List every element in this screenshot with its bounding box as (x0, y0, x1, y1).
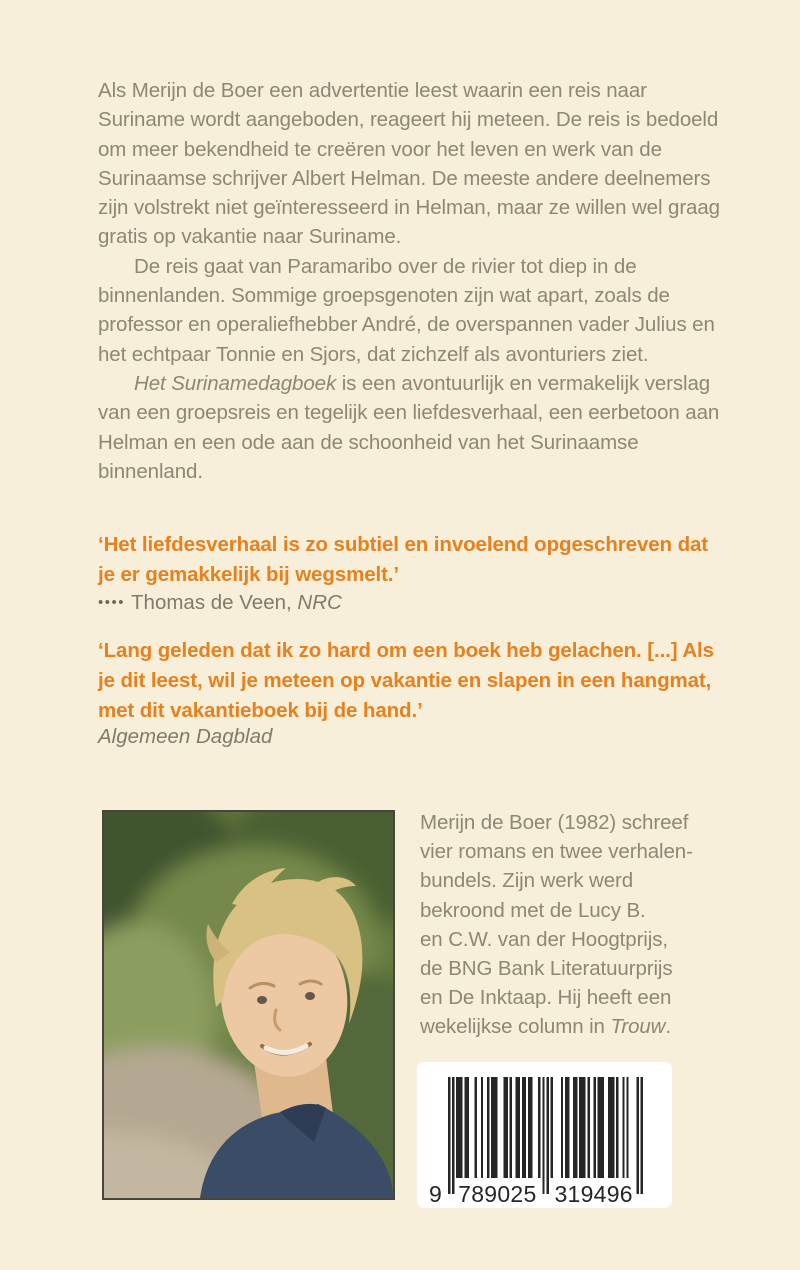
book-title: Het Surinamedagboek (134, 371, 337, 395)
bio-line: bundels. Zijn werk werd (420, 869, 634, 893)
bio-line-last (420, 1012, 720, 1041)
synopsis-paragraph-2: De reis gaat van Paramaribo over de rivier tot diep in de binnenlanden. Sommige groepsgenoten zijn wat apart, zoals de professor en operaliefhebber André, de overspannen vader Julius en het echtpaar Tonnie en Sjors, dat zichzelf als avonturiers ziet. (98, 254, 715, 366)
review-quote-text: ‘Lang geleden dat ik zo hard om een boek heb gelachen. [...] Als je dit leest, wil je meteen op vakantie en slapen in een hangmat, met dit vakantieboek bij de hand.’ (98, 639, 714, 722)
bio-line: en C.W. van der Hoogtprijs, (420, 927, 668, 951)
author-portrait-illustration (104, 812, 393, 1198)
isbn-barcode (417, 1062, 672, 1208)
review-publication: Algemeen Dagblad (98, 725, 273, 748)
review-quote-nrc (98, 530, 722, 590)
svg-text:319496: 319496 (554, 1181, 633, 1207)
bio-line: bekroond met de Lucy B. (420, 898, 646, 922)
bio-publication: Trouw (610, 1015, 666, 1039)
svg-text:789025: 789025 (458, 1181, 537, 1207)
synopsis-paragraph-3 (98, 369, 722, 486)
author-photo (102, 810, 395, 1200)
bio-line: vier romans en twee verhalen- (420, 840, 693, 864)
bio-last-prefix: wekelijkse column in (420, 1015, 611, 1039)
review-attribution-ad (98, 722, 272, 752)
bio-line: de BNG Bank Literatuurprijs (420, 957, 673, 981)
bio-line: Merijn de Boer (1982) schreef (420, 811, 689, 834)
author-bio (420, 808, 720, 1042)
synopsis-paragraph-1: Als Merijn de Boer een advertentie leest waarin een reis naar Suriname wordt aangeboden, reageert hij meteen. De reis is bedoeld om meer bekendheid te creëren voor het leven en werk van de Surinaamse schrijver Albert Helman. De meeste andere deelnemers zijn volstrekt niet geïnteresseerd in Helman, maar ze willen wel graag gratis op vakantie naar Suriname. (98, 79, 720, 249)
review-publication: NRC (297, 591, 342, 614)
svg-text:9: 9 (429, 1181, 442, 1207)
review-source-name: Thomas de Veen, (131, 591, 298, 614)
review-quote-text: ‘Het liefdesverhaal is zo subtiel en invoelend opgeschreven dat je er gemakkelijk bij wegsmelt.’ (98, 533, 709, 586)
review-attribution-nrc (98, 588, 342, 620)
synopsis (98, 76, 722, 486)
review-quote-ad (98, 636, 722, 726)
bio-line: en De Inktaap. Hij heeft een (420, 986, 672, 1010)
rating-dots-icon: •••• (98, 594, 126, 611)
bio-last-suffix: . (665, 1015, 671, 1039)
barcode-bars (417, 1062, 672, 1208)
synopsis-paragraph-3-rest: is een avontuurlijk en vermakelijk verslag van een groepsreis en tegelijk een liefdesverhaal, een eerbetoon aan Helman en een ode aan de schoonheid van het Surinaamse binnenland. (98, 371, 720, 483)
